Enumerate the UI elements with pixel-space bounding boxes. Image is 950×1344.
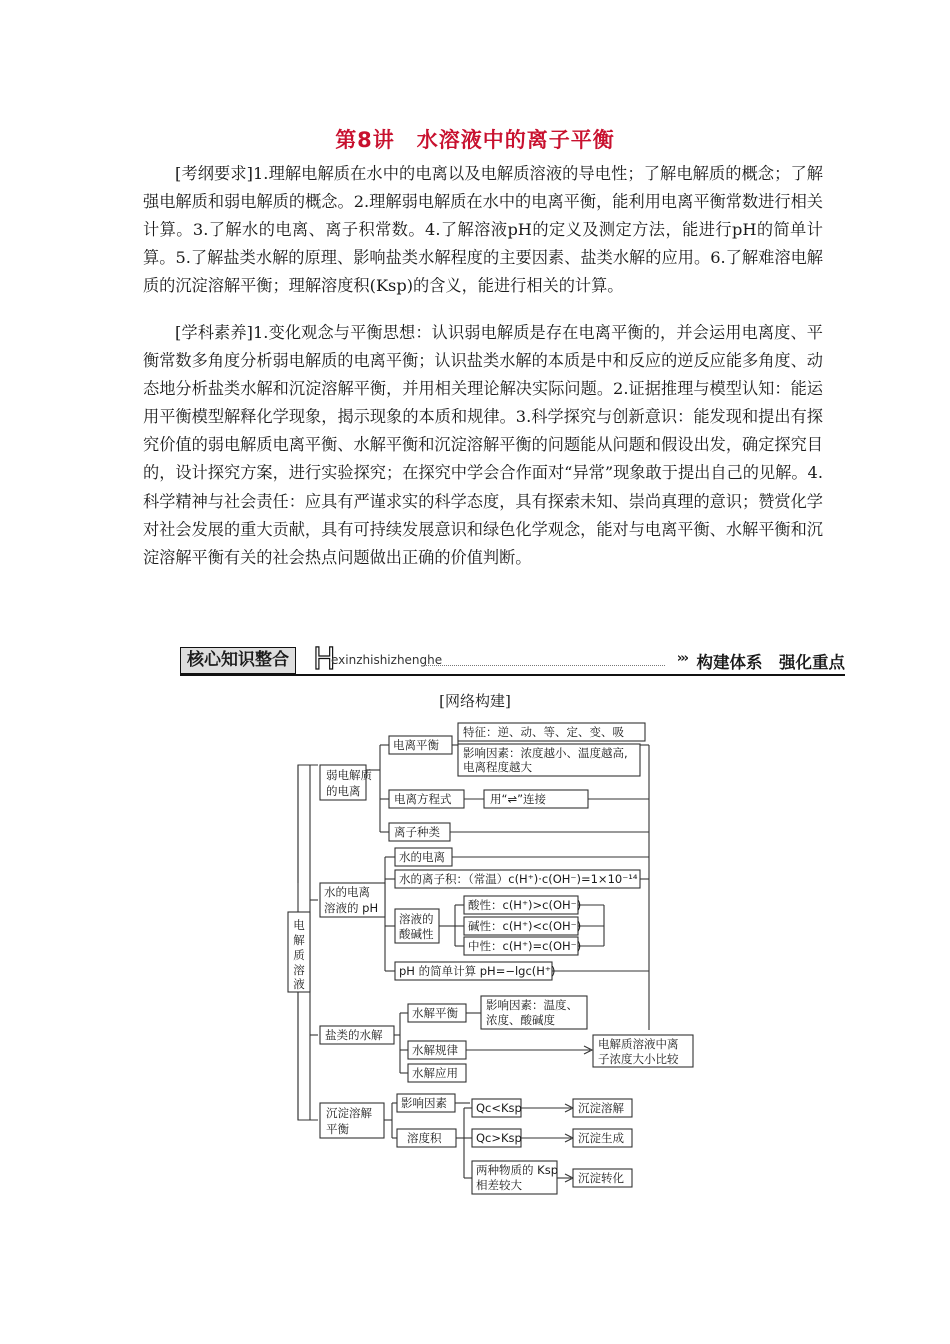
ionization-equation-label: 电离方程式 (394, 792, 452, 806)
factors-line1: 影响因素：浓度越小、温度越高, (463, 746, 628, 760)
acidity-line1: 溶液的 (399, 912, 434, 926)
neutral-label: 中性：c(H⁺)=c(OH⁻) (468, 939, 582, 953)
use-symbol-label: 用“⇌”连接 (490, 792, 547, 806)
banner-pinyin: exinzhishizhenghe (331, 653, 443, 667)
form-label: 沉淀生成 (578, 1131, 624, 1145)
precipitation-line2: 平衡 (326, 1122, 349, 1136)
network-title: [网络构建] (439, 692, 511, 710)
salt-hydrolysis-label: 盐类的水解 (325, 1028, 383, 1042)
water-ph-line1: 水的电离 (324, 885, 370, 899)
ksp-diff-line2: 相差较大 (476, 1178, 522, 1192)
root-char-2: 质 (293, 948, 305, 962)
water-ionization-label: 水的电离 (399, 850, 445, 864)
root-char-1: 解 (293, 933, 305, 947)
influence-factors-label: 影响因素 (401, 1096, 447, 1110)
exam-requirements-text: [考纲要求]1.理解电解质在水中的电离以及电解质溶液的导电性；了解电解质的概念；了解强电解质和弱电解质的概念。2.理解弱电解质在水中的电离平衡，能利用电离平衡常数进行相关计算。3.了解水的电离、离子积常数。4.了解溶液pH的定义及测定方法，能进行pH的简单计算。5.了解盐类水解的原理、影响盐类水解程度的主要因素、盐类水解的应用。6.了解难溶电解质的沉淀溶解平衡；理解溶度积(Ksp)的含义，能进行相关的计算。 (143, 164, 823, 296)
q-less-label: Qc<Ksp (476, 1101, 522, 1115)
concentration-compare-line1: 电解质溶液中离 (598, 1037, 679, 1051)
basic-label: 碱性：c(H⁺)<c(OH⁻) (468, 919, 582, 933)
ph-calc-label: pH 的简单计算 pH=−lgc(H⁺) (399, 964, 556, 978)
banner-arrows-icon: ››› (676, 651, 687, 666)
ion-product-label: 水的离子积：（常温）c(H⁺)·c(OH⁻)=1×10⁻¹⁴ (399, 872, 638, 886)
hydrolysis-factors-line2: 浓度、酸碱度 (486, 1013, 555, 1027)
q-greater-label: Qc>Ksp (476, 1131, 522, 1145)
ksp-diff-line1: 两种物质的 Ksp (476, 1163, 558, 1177)
hydrolysis-application-label: 水解应用 (412, 1066, 458, 1080)
hydrolysis-factors-line1: 影响因素：温度、 (486, 998, 578, 1012)
banner-letter: H (313, 642, 336, 677)
root-char-3: 溶 (293, 963, 305, 977)
hydrolysis-equilibrium-label: 水解平衡 (412, 1006, 458, 1020)
dissolve-label: 沉淀溶解 (578, 1101, 624, 1115)
root-char-0: 电 (293, 918, 305, 932)
water-ph-line2: 溶液的 pH (324, 901, 379, 915)
convert-label: 沉淀转化 (578, 1171, 624, 1185)
weak-ionization-line2: 的电离 (326, 784, 361, 798)
weak-ionization-line1: 弱电解质 (326, 768, 372, 782)
acidic-label: 酸性：c(H⁺)>c(OH⁻) (468, 898, 582, 912)
root-char-4: 液 (293, 977, 305, 991)
ionization-equilibrium-label: 电离平衡 (393, 738, 439, 752)
precipitation-line1: 沉淀溶解 (326, 1106, 372, 1120)
page-title: 第8讲 水溶液中的离子平衡 (335, 128, 615, 152)
ksp-label: 溶度积 (407, 1131, 442, 1145)
banner-left-title: 核心知识整合 (180, 647, 296, 674)
banner-right-title: 构建体系 强化重点 (696, 653, 845, 672)
ion-species-label: 离子种类 (394, 825, 440, 839)
features-label: 特征：逆、动、等、定、变、吸 (463, 725, 624, 739)
hydrolysis-rule-label: 水解规律 (412, 1043, 458, 1057)
factors-line2: 电离程度越大 (463, 760, 532, 774)
acidity-line2: 酸碱性 (399, 927, 434, 941)
concentration-compare-line2: 子浓度大小比较 (598, 1052, 679, 1066)
core-literacy-text: [学科素养]1.变化观念与平衡思想：认识弱电解质是存在电离平衡的，并会运用电离度、平衡常数多角度分析弱电解质的电离平衡；认识盐类水解的本质是中和反应的逆反应能多角度、动态地分析盐类水解和沉淀溶解平衡，并用相关理论解决实际问题。2.证据推理与模型认知：能运用平衡模型解释化学现象，揭示现象的本质和规律。3.科学探究与创新意识：能发现和提出有探究价值的弱电解质电离平衡、水解平衡和沉淀溶解平衡的问题能从问题和假设出发，确定探究目的，设计探究方案，进行实验探究；在探究中学会合作面对“异常”现象敢于提出自己的见解。4.科学精神与社会责任：应具有严谨求实的科学态度，具有探索未知、崇尚真理的意识；赞赏化学对社会发展的重大贡献，具有可持续发展意识和绿色化学观念，能对与电离平衡、水解平衡和沉淀溶解平衡有关的社会热点问题做出正确的价值判断。 (143, 323, 823, 567)
